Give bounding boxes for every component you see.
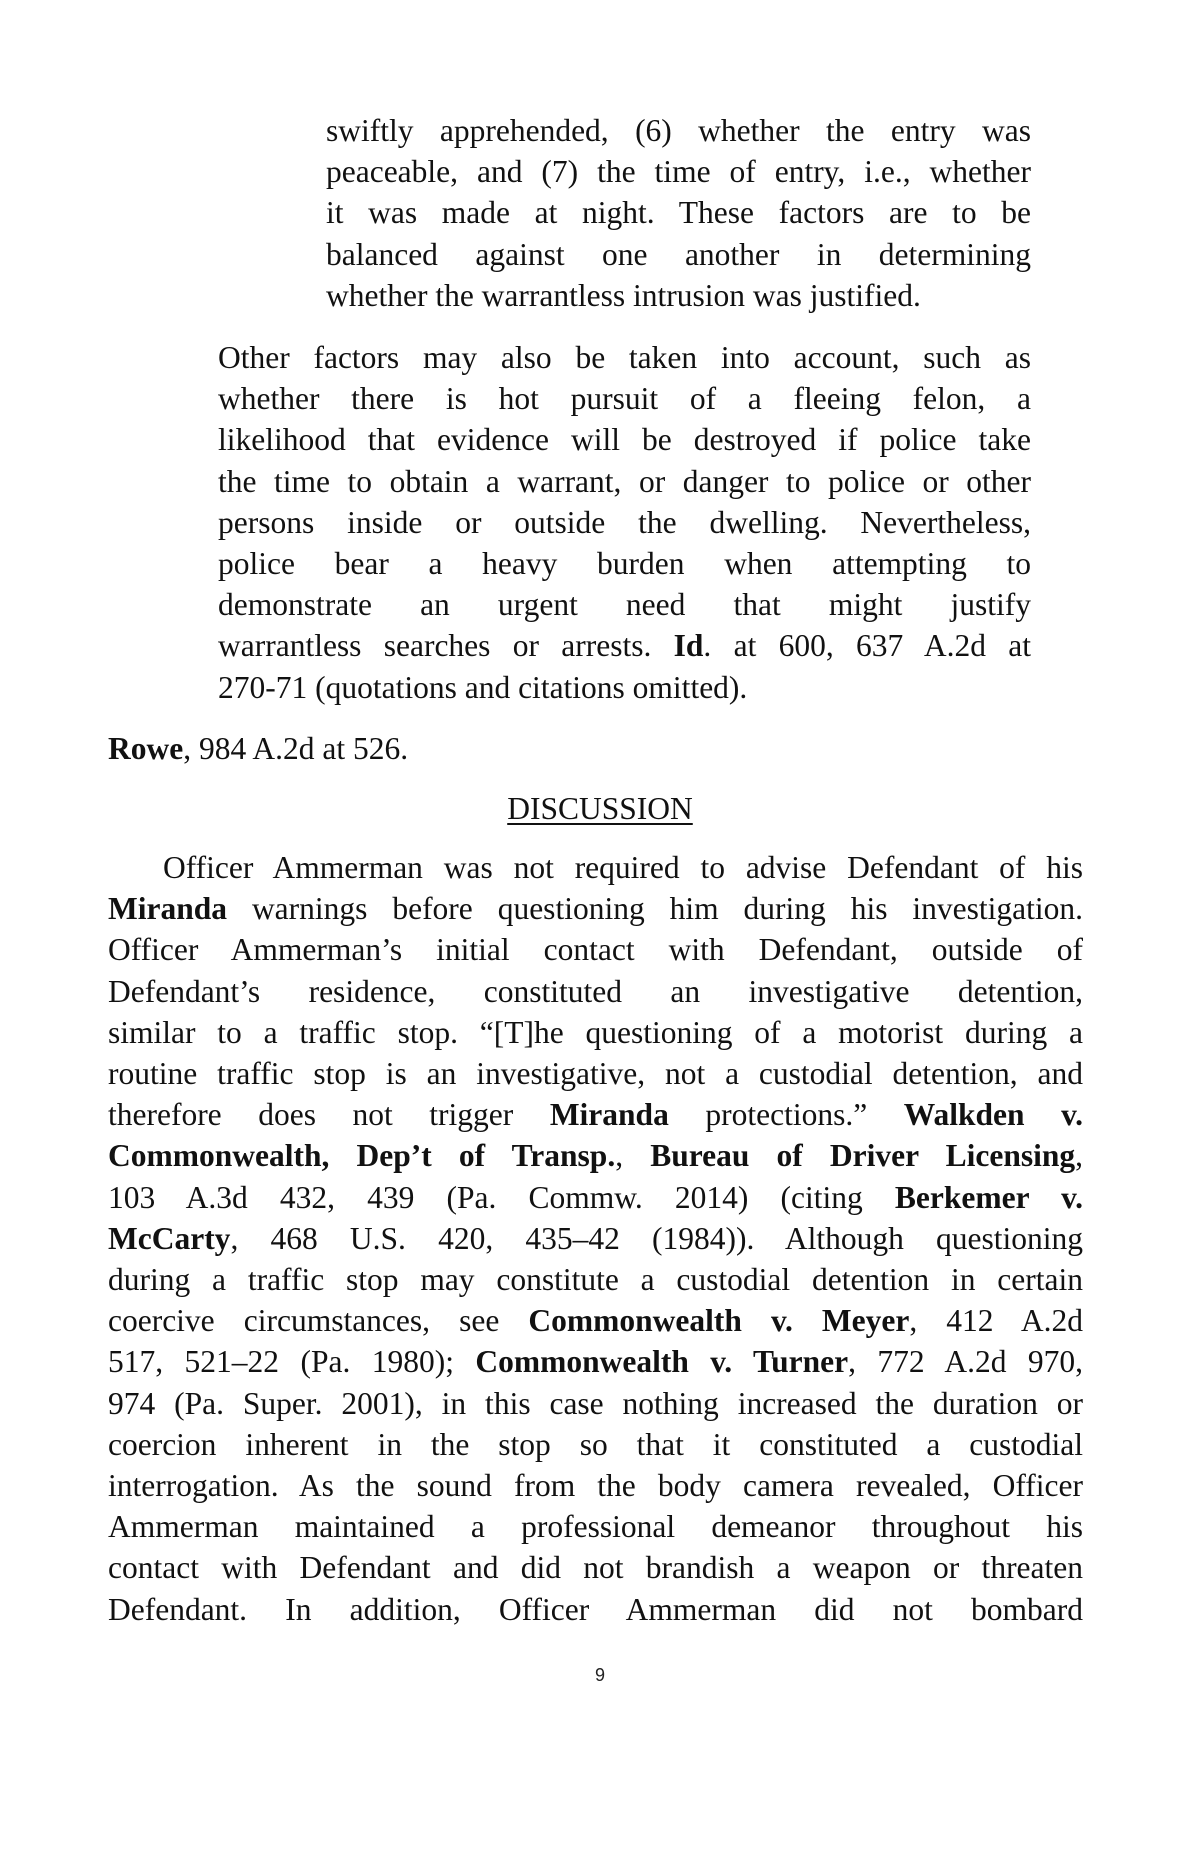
text-run: warrantless searches or arrests. xyxy=(218,628,674,664)
case-name-meyer: Commonwealth v. Meyer xyxy=(528,1303,910,1339)
paragraph-line: Officer Ammerman was not required to advise Defendant of his xyxy=(163,850,1083,885)
case-name-mccarty: McCarty xyxy=(108,1220,231,1256)
text-run: warnings before questioning him during his investigation. xyxy=(227,891,1083,927)
paragraph-line: 974 (Pa. Super. 2001), in this case nothing increased the duration or xyxy=(108,1385,1083,1421)
source-citation xyxy=(108,728,408,769)
quote-outer-line: likelihood that evidence will be destroyed if police take xyxy=(218,422,1031,458)
quote-outer-line: persons inside or outside the dwelling. Nevertheless, xyxy=(218,504,1031,540)
id-citation: Id xyxy=(673,628,704,664)
paragraph-line xyxy=(108,1300,1083,1341)
text-run: protections.” xyxy=(668,1097,904,1133)
paragraph-line: contact with Defendant and did not brandish a weapon or threaten xyxy=(108,1550,1083,1586)
paragraph-line xyxy=(108,888,1083,929)
paragraph-line xyxy=(108,1177,1083,1218)
quote-outer-line: whether there is hot pursuit of a fleeing felon, a xyxy=(218,381,1031,417)
case-name-bureau: Bureau of Driver Licensing xyxy=(650,1138,1076,1174)
paragraph-line: interrogation. As the sound from the body camera revealed, Officer xyxy=(108,1468,1083,1504)
case-name-turner: Commonwealth v. Turner xyxy=(475,1344,849,1380)
quote-outer-line: demonstrate an urgent need that might justify xyxy=(218,587,1031,623)
paragraph-line: routine traffic stop is an investigative, not a custodial detention, and xyxy=(108,1056,1083,1092)
paragraph-line xyxy=(108,1094,1083,1135)
paragraph-line: Defendant. In addition, Officer Ammerman did not bombard xyxy=(108,1591,1083,1627)
text-run: , 772 A.2d 970, xyxy=(848,1344,1083,1380)
case-name-berkemer: Berkemer v. xyxy=(894,1179,1084,1215)
heading-text: DISCUSSION xyxy=(507,791,693,826)
quote-outer-line: the time to obtain a warrant, or danger to police or other xyxy=(218,463,1031,499)
page-number: 9 xyxy=(594,1665,605,1685)
text-run: . at 600, 637 A.2d at xyxy=(703,628,1031,664)
paragraph-line: during a traffic stop may constitute a custodial detention in certain xyxy=(108,1262,1083,1298)
case-name-miranda: Miranda xyxy=(549,1097,669,1133)
paragraph-line: similar to a traffic stop. “[T]he questioning of a motorist during a xyxy=(108,1014,1083,1050)
text-run: , xyxy=(615,1138,651,1174)
case-name-walkden: Walkden v. xyxy=(903,1097,1083,1133)
quote-outer-line: police bear a heavy burden when attempting to xyxy=(218,546,1031,582)
paragraph-line xyxy=(108,1218,1083,1259)
quote-outer-line: Other factors may also be taken into account, such as xyxy=(218,340,1031,375)
quote-outer-line xyxy=(218,625,1031,666)
text-run: therefore does not trigger xyxy=(108,1097,550,1133)
paragraph-line: Defendant’s residence, constituted an investigative detention, xyxy=(108,973,1083,1009)
section-heading xyxy=(0,788,1200,829)
quote-inner-line: it was made at night. These factors are to be xyxy=(326,195,1031,231)
paragraph-line xyxy=(108,1341,1083,1382)
discussion-paragraph xyxy=(108,847,1083,1630)
quote-outer-line: 270-71 (quotations and citations omitted). xyxy=(218,669,748,705)
case-name-commonwealth-dot: Commonwealth, Dep’t of Transp. xyxy=(108,1138,616,1174)
paragraph-line: Officer Ammerman’s initial contact with Defendant, outside of xyxy=(108,932,1083,968)
text-run: 103 A.3d 432, 439 (Pa. Commw. 2014) (citing xyxy=(108,1179,895,1215)
quote-inner-line: whether the warrantless intrusion was justified. xyxy=(326,277,921,313)
citation-rest: , 984 A.2d at 526. xyxy=(183,731,409,766)
quote-inner-line: peaceable, and (7) the time of entry, i.e., whether xyxy=(326,154,1031,190)
case-name-rowe: Rowe xyxy=(108,731,184,766)
paragraph-line: coercion inherent in the stop so that it constituted a custodial xyxy=(108,1426,1083,1462)
block-quote-inner xyxy=(326,110,1031,316)
text-run: 517, 521–22 (Pa. 1980); xyxy=(108,1344,476,1380)
paragraph-line: Ammerman maintained a professional demeanor throughout his xyxy=(108,1509,1083,1545)
block-quote-outer xyxy=(218,337,1031,708)
paragraph-line xyxy=(108,1135,1083,1176)
case-name-miranda: Miranda xyxy=(108,891,228,927)
quote-inner-line: swiftly apprehended, (6) whether the entry was xyxy=(326,113,1031,148)
quote-inner-line: balanced against one another in determining xyxy=(326,236,1031,272)
text-run: , 468 U.S. 420, 435–42 (1984)). Although questioning xyxy=(230,1220,1083,1256)
text-run: , xyxy=(1075,1138,1084,1174)
text-run: coercive circumstances, see xyxy=(108,1303,529,1339)
text-run: , 412 A.2d xyxy=(909,1303,1083,1339)
